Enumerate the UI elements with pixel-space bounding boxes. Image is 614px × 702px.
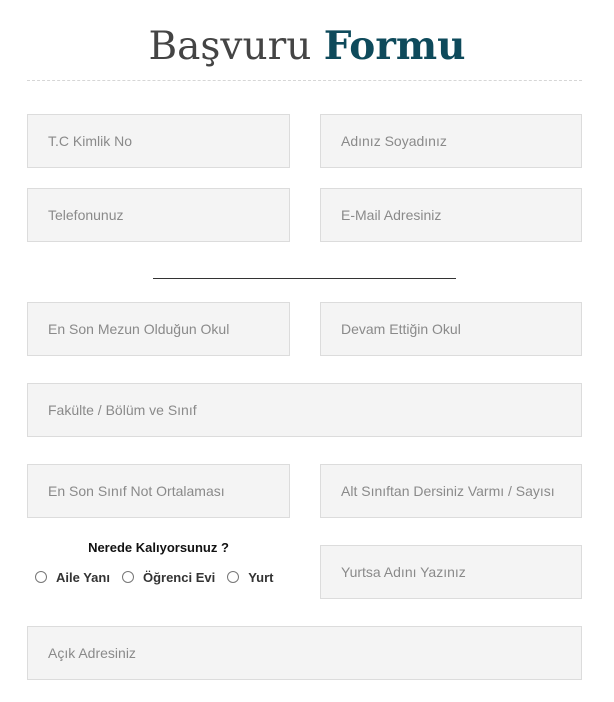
address-input[interactable] xyxy=(27,626,582,680)
lower-class-input[interactable] xyxy=(320,464,582,518)
radio-circle-icon[interactable] xyxy=(122,571,134,583)
gpa-input[interactable] xyxy=(27,464,290,518)
radio-yurt[interactable] xyxy=(227,570,273,585)
phone-input[interactable] xyxy=(27,188,290,242)
radio-label: Yurt xyxy=(248,569,274,585)
radio-label: Aile Yanı xyxy=(56,569,110,585)
section-divider xyxy=(153,278,456,279)
radio-aile-yani[interactable] xyxy=(35,570,110,585)
title-part2: Formu xyxy=(323,23,466,69)
title-divider xyxy=(27,80,582,81)
page-title xyxy=(0,22,614,71)
name-input[interactable] xyxy=(320,114,582,168)
faculty-input[interactable] xyxy=(27,383,582,437)
tc-kimlik-input[interactable] xyxy=(27,114,290,168)
radio-circle-icon[interactable] xyxy=(35,571,47,583)
dorm-name-input[interactable] xyxy=(320,545,582,599)
last-school-input[interactable] xyxy=(27,302,290,356)
radio-ogrenci-evi[interactable] xyxy=(122,570,215,585)
residence-question: Nerede Kalıyorsunuz ? xyxy=(88,540,229,555)
radio-label: Öğrenci Evi xyxy=(142,569,216,585)
residence-radio-group xyxy=(35,567,286,587)
title-part1: Başvuru xyxy=(148,24,312,69)
current-school-input[interactable] xyxy=(320,302,582,356)
email-input[interactable] xyxy=(320,188,582,242)
radio-circle-icon[interactable] xyxy=(227,571,239,583)
